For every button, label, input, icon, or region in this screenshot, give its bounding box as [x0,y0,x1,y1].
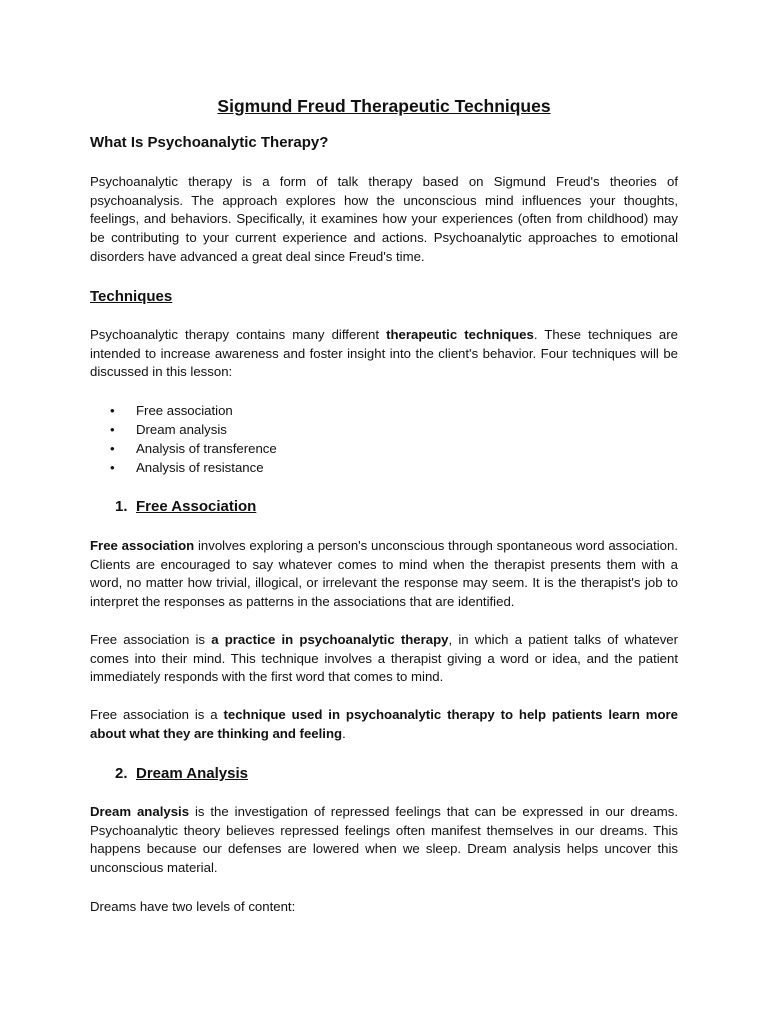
list-item [110,439,277,458]
section-number: 1. [115,498,128,515]
techniques-intro-paragraph [90,326,678,382]
dream-analysis-paragraph-2: Dreams have two levels of content: [90,899,296,914]
what-is-paragraph: Psychoanalytic therapy is a form of talk therapy based on Sigmund Freud's theories of psychoanalysis. The approach explores how the unconscious mind influences your thoughts, feelings, and behaviors. Specifically, it examines how your experiences (often from childhood) may be contributing to your current experience and actions. Psychoanalytic approaches to emotional disorders have advanced a great deal since Freud's time. [90,174,678,264]
dream-analysis-paragraph-1 [90,803,678,878]
bullet-icon: • [110,460,115,475]
document-title: Sigmund Freud Therapeutic Techniques [217,96,551,116]
dream-analysis-heading [115,764,248,784]
list-item [110,401,277,420]
free-association-bold-term: Free association [90,538,195,553]
free-association-paragraph-3 [90,706,678,743]
list-item [110,458,277,477]
techniques-intro-text-end: . These techniques are intended to increase awareness and foster insight into the client's behavior. Four techniques will be discussed in this lesson: [90,327,678,380]
free-association-text: involves exploring a person's unconscious through spontaneous word association. Clients are encouraged to say whatever comes to mind when the therapist presents them with a word, no matter how trivial, illogical, or irrelevant the response may seem. It is the therapist's job to interpret the responses as patterns in the associations that are identified. [90,538,678,610]
list-item-label: Analysis of transference [136,441,277,456]
bullet-icon: • [110,422,115,437]
section-number: 2. [115,765,128,782]
dream-analysis-text: is the investigation of repressed feelings that can be expressed in our dreams. Psychoanalytic theory believes repressed feelings often manifest themselves in our dreams. This happens because our defenses are lowered when we sleep. Dream analysis helps uncover this unconscious material. [90,804,678,876]
paragraph-text-end: . [342,725,346,741]
paragraph-text: Free association is a [90,707,224,722]
techniques-intro-bold: therapeutic techniques [386,327,534,342]
bullet-icon: • [110,441,115,456]
paragraph-bold: technique used in psychoanalytic therapy to help patients learn more about what they are thinking and feeling [90,707,678,741]
section-heading-label: Free Association [136,498,257,515]
paragraph-text: Free association is [90,632,212,647]
techniques-intro-text: Psychoanalytic therapy contains many different [90,327,387,342]
free-association-paragraph-1 [90,537,678,612]
bullet-icon: • [110,403,115,418]
section-heading-what-is: What Is Psychoanalytic Therapy? [90,134,329,151]
free-association-heading [115,497,256,517]
dream-analysis-bold-term: Dream analysis [90,804,190,819]
paragraph-text-end: , in which a patient talks of whatever comes into their mind. This technique involves a therapist giving a word or idea, and the patient immediately responds with the first word that comes to mind. [90,632,679,685]
techniques-heading: Techniques [90,288,173,305]
free-association-paragraph-2 [90,631,678,687]
list-item [110,420,277,439]
list-item-label: Free association [136,403,233,418]
section-heading-label: Dream Analysis [136,765,249,782]
list-item-label: Analysis of resistance [136,460,264,475]
paragraph-bold: a practice in psychoanalytic therapy [211,632,449,647]
techniques-bullet-list [110,401,277,477]
list-item-label: Dream analysis [136,422,227,437]
